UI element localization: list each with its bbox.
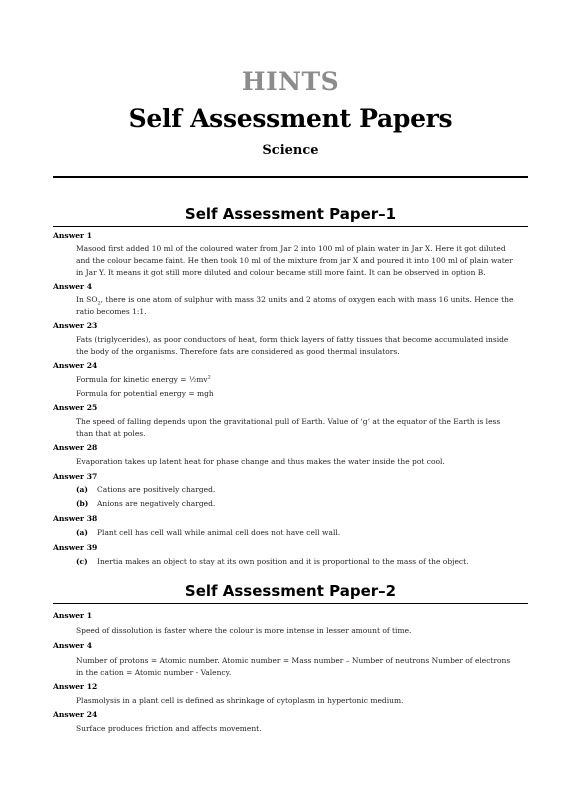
answer-text: Masood first added 10 ml of the coloured water from Jar 2 into 100 ml of plain water in Jar X. Here it got diluted — [76, 244, 506, 253]
option-marker: (a) — [76, 485, 88, 494]
option-marker: (a) — [76, 528, 88, 537]
answer-text — [76, 374, 211, 385]
section-title-paper-2: Self Assessment Paper–2 — [184, 582, 397, 600]
answer-text: than that at poles. — [76, 429, 146, 438]
answer-text: in Jar Y. It means it got still more diluted and colour became still more faint. It can be observed in option B. — [76, 268, 486, 277]
answer-text-part: In SO — [76, 295, 98, 304]
answer-text: Speed of dissolution is faster where the colour is more intense in lesser amount of time. — [76, 626, 412, 635]
answer-text-part: Formula for kinetic energy = ½mv — [76, 375, 208, 384]
section-title-paper-1: Self Assessment Paper–1 — [184, 205, 397, 223]
option-text: Inertia makes an object to stay at its own position and it is proportional to the mass of the object. — [97, 557, 469, 566]
answer-label: Answer 4 — [53, 282, 92, 291]
answer-label: Answer 1 — [53, 231, 92, 240]
answer-label: Answer 12 — [53, 682, 98, 691]
answer-text: in the cation = Atomic number - Valency. — [76, 668, 232, 677]
answer-text: the body of the organisms. Therefore fats are considered as good thermal insulators. — [76, 347, 400, 356]
hints-heading: HINTS — [241, 67, 340, 96]
answer-label: Answer 24 — [53, 710, 98, 719]
page-title: Self Assessment Papers — [128, 104, 453, 133]
answer-label: Answer 1 — [53, 611, 92, 620]
superscript: 2 — [207, 374, 211, 381]
answer-label: Answer 23 — [53, 321, 98, 330]
answer-text: Plasmolysis in a plant cell is defined as shrinkage of cytoplasm in hypertonic medium. — [76, 696, 404, 705]
answer-label: Answer 37 — [53, 472, 98, 481]
option-text: Cations are positively charged. — [97, 485, 216, 494]
section-divider-paper-1 — [53, 226, 528, 227]
option-text: Anions are negatively charged. — [97, 499, 216, 508]
answer-text: Number of protons = Atomic number. Atomic number = Mass number – Number of neutrons Number of electrons — [76, 656, 511, 665]
subject-subtitle: Science — [262, 143, 319, 158]
subscript: 2 — [97, 300, 101, 307]
answer-text-part: , there is one atom of sulphur with mass 32 units and 2 atoms of oxygen each with mass 16 units. Hence the — [100, 295, 514, 304]
option-text: Plant cell has cell wall while animal cell does not have cell wall. — [97, 528, 341, 537]
answer-label: Answer 24 — [53, 361, 98, 370]
answer-text: The speed of falling depends upon the gravitational pull of Earth. Value of ‘g’ at the equator of the Earth is less — [76, 417, 501, 426]
option-marker: (c) — [76, 557, 88, 566]
answer-label: Answer 28 — [53, 443, 98, 452]
header-divider — [53, 176, 528, 178]
answer-text: Formula for potential energy = mgh — [76, 389, 214, 398]
answer-text — [76, 294, 513, 305]
answer-text: Fats (triglycerides), as poor conductors of heat, form thick layers of fatty tissues that become accumulated inside — [76, 335, 509, 344]
answer-text: and the colour became faint. He then took 10 ml of the mixture from jar X and poured it into 100 ml of plain water — [76, 256, 513, 265]
answer-label: Answer 25 — [53, 403, 98, 412]
section-divider-paper-2 — [53, 603, 528, 604]
answer-label: Answer 38 — [53, 514, 98, 523]
answer-label: Answer 4 — [53, 641, 92, 650]
answer-text: Evaporation takes up latent heat for phase change and thus makes the water inside the pot cool. — [76, 457, 445, 466]
answer-label: Answer 39 — [53, 543, 98, 552]
answer-text: ratio becomes 1:1. — [76, 307, 147, 316]
option-marker: (b) — [76, 499, 89, 508]
answer-text: Surface produces friction and affects movement. — [76, 724, 262, 733]
